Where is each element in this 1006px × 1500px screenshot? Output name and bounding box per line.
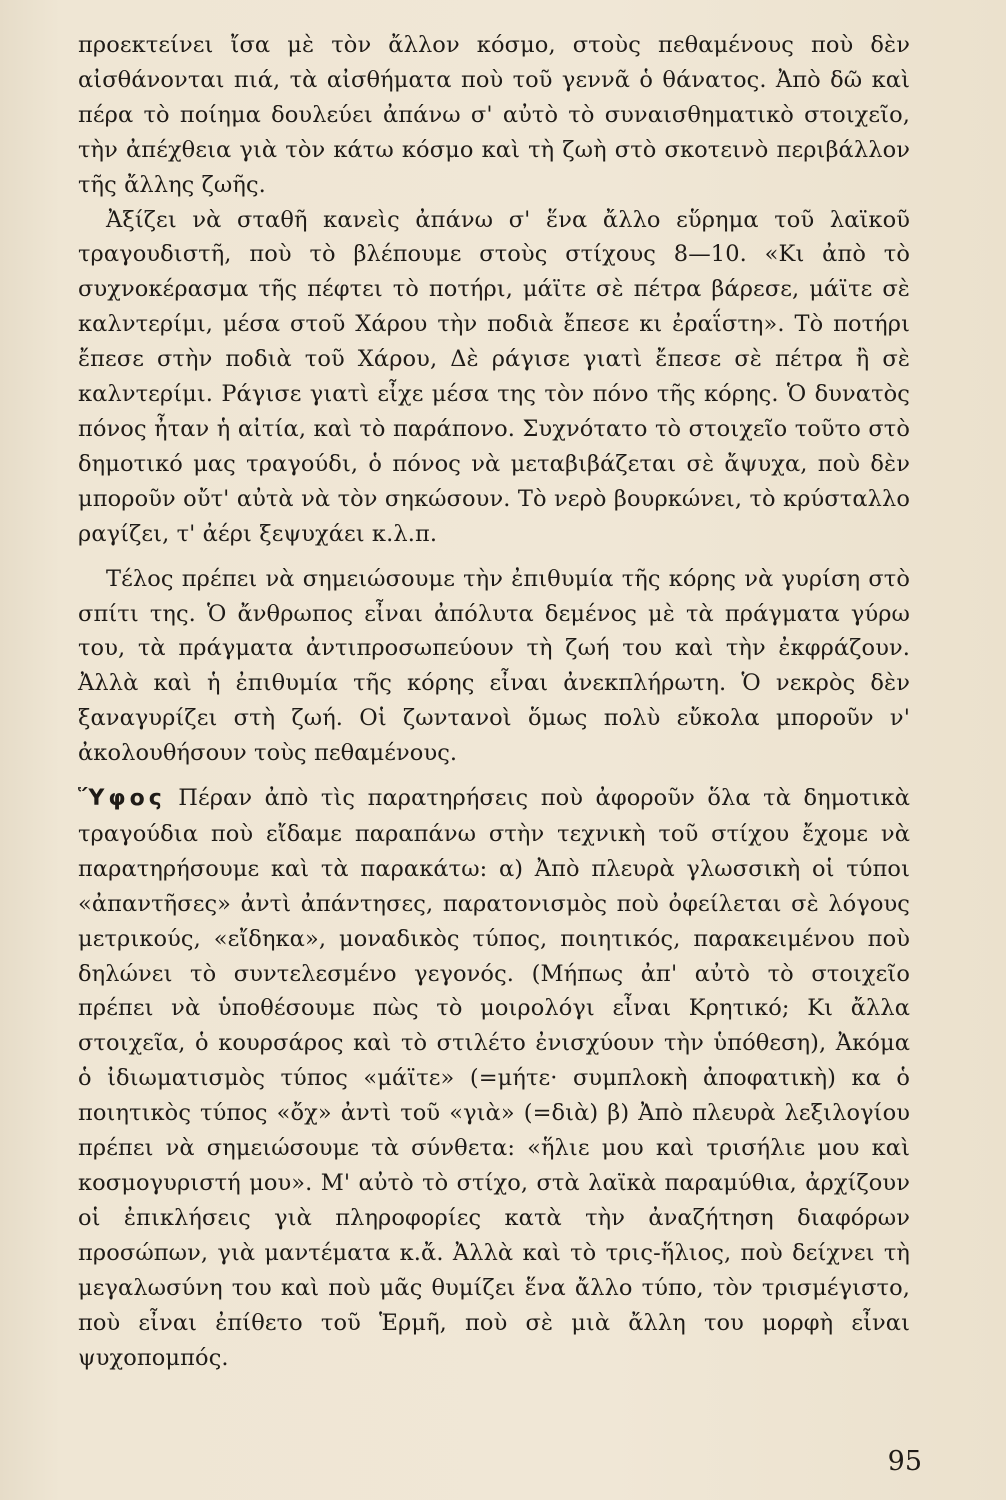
paragraph-lyric-analysis: Ἀξίζει νὰ σταθῆ κανεὶς ἀπάνω σ' ἕνα ἄλλο εὕρημα τοῦ λαϊκοῦ τραγουδιστῆ, ποὺ τὸ βλέπουμε στοὺς στίχους 8—10. «Κι ἀπὸ τὸ συχνοκέρασμα τῆς πέφτει τὸ ποτήρι, μάϊτε σὲ πέτρα βάρεσε, μάϊτε σὲ καλντερίμι, μέσα στοῦ Χάρου τὴν ποδιὰ ἔπεσε κι ἐραΐστη». Τὸ ποτήρι ἔπεσε στὴν ποδιὰ τοῦ Χάρου, Δὲ ράγισε γιατὶ ἔπεσε σὲ πέτρα ἢ σὲ καλντερίμι. Ράγισε γιατὶ εἶχε μέσα της τὸν πόνο τῆς κόρης. Ὁ δυνατὸς πόνος ἦταν ἡ αἰτία, καὶ τὸ παράπονο. Συχνότατο τὸ στοιχεῖο τοῦτο στὸ δημοτικό μας τραγούδι, ὁ πόνος νὰ μεταβιβάζεται σὲ ἄψυχα, ποὺ δὲν μποροῦν οὔτ' αὐτὰ νὰ τὸν σηκώσουν. Τὸ νερὸ βουρκώνει, τὸ κρύσταλλο ραγίζει, τ' ἀέρι ξεψυχάει κ.λ.π. [78, 206, 910, 547]
paragraph-style-section [78, 781, 910, 1375]
page-number: 95 [887, 1446, 922, 1477]
paragraph-desire: Τέλος πρέπει νὰ σημειώσουμε τὴν ἐπιθυμία τῆς κόρης νὰ γυρίση στὸ σπίτι της. Ὁ ἄνθρωπος εἶναι ἀπόλυτα δεμένος μὲ τὰ πράγματα γύρω του, τὰ πράγματα ἀντιπροσωπεύουν τὴ ζωή του καὶ τὴν ἐκφράζουν. Ἀλλὰ καὶ ἡ ἐπιθυμία τῆς κόρης εἶναι ἀνεκπλήρωτη. Ὁ νεκρὸς δὲν ξαναγυρίζει στὴ ζωή. Οἱ ζωντανοὶ ὅμως πολὺ εὔκολα μποροῦν ν' ἀκολουθήσουν τοὺς πεθαμένους. [78, 565, 910, 767]
paragraph-continuation: προεκτείνει ἴσα μὲ τὸν ἄλλον κόσμο, στοὺς πεθαμένους ποὺ δὲν αἰσθάνονται πιά, τὰ αἰσθήματα ποὺ τοῦ γεννᾶ ὁ θάνατος. Ἀπὸ δῶ καὶ πέρα τὸ ποίημα δουλεύει ἀπάνω σ' αὐτὸ τὸ συναισθηματικὸ στοιχεῖο, τὴν ἀπέχθεια γιὰ τὸν κάτω κόσμο καὶ τὴ ζωὴ στὸ σκοτεινὸ περιβάλλον τῆς ἄλλης ζωῆς. [78, 32, 910, 198]
body-text [78, 28, 910, 1375]
section-text: Πέραν ἀπὸ τὶς παρατηρήσεις ποὺ ἀφοροῦν ὅλα τὰ δημοτικὰ τραγούδια ποὺ εἴδαμε παραπάνω στὴν τεχνικὴ τοῦ στίχου ἔχομε νὰ παρατηρήσουμε καὶ τὰ παρακάτω: α) Ἀπὸ πλευρὰ γλωσσικὴ οἱ τύποι «ἀπαντῆσες» ἀντὶ ἀπάντησες, παρατονισμὸς ποὺ ὀφείλεται σὲ λόγους μετρικούς, «εἴδηκα», μοναδικὸς τύπος, ποιητικός, παρακειμένου ποὺ δηλώνει τὸ συντελεσμένο γεγονός. (Μήπως ἀπ' αὐτὸ τὸ στοιχεῖο πρέπει νὰ ὑποθέσουμε πὼς τὸ μοιρολόγι εἶναι Κρητικό; Κι ἄλλα στοιχεῖα, ὁ κουρσάρος καὶ τὸ στιλέτο ἐνισχύουν τὴν ὑπόθεση), Ἀκόμα ὁ ἰδιωματισμὸς τύπος «μάϊτε» (=μήτε· συμπλοκὴ ἀποφατικὴ) κα ὁ ποιητικὸς τύπος «ὄχ» ἀντὶ τοῦ «γιὰ» (=διὰ) β) Ἀπὸ πλευρὰ λεξιλογίου πρέπει νὰ σημειώσουμε τὰ σύνθετα: «ἥλιε μου καὶ τρισήλιε μου καὶ κοσμογυριστή μου». Μ' αὐτὸ τὸ στίχο, στὰ λαϊκὰ παραμύθια, ἀρχίζουν οἱ ἐπικλήσεις γιὰ πληροφορίες κατὰ τὴν ἀναζήτηση διαφόρων προσώπων, γιὰ μαντέματα κ.ἄ. Ἀλλὰ καὶ τὸ τρις-ἥλιος, ποὺ δείχνει τὴ μεγαλωσύνη του καὶ ποὺ μᾶς θυμίζει ἕνα ἄλλο τύπο, τὸν τρισμέγιστο, ποὺ εἶναι ἐπίθετο τοῦ Ἑρμῆ, ποὺ σὲ μιὰ ἄλλη του μορφὴ εἶναι ψυχοπομπός. [78, 785, 910, 1371]
section-title: Ὕφος [78, 786, 166, 812]
